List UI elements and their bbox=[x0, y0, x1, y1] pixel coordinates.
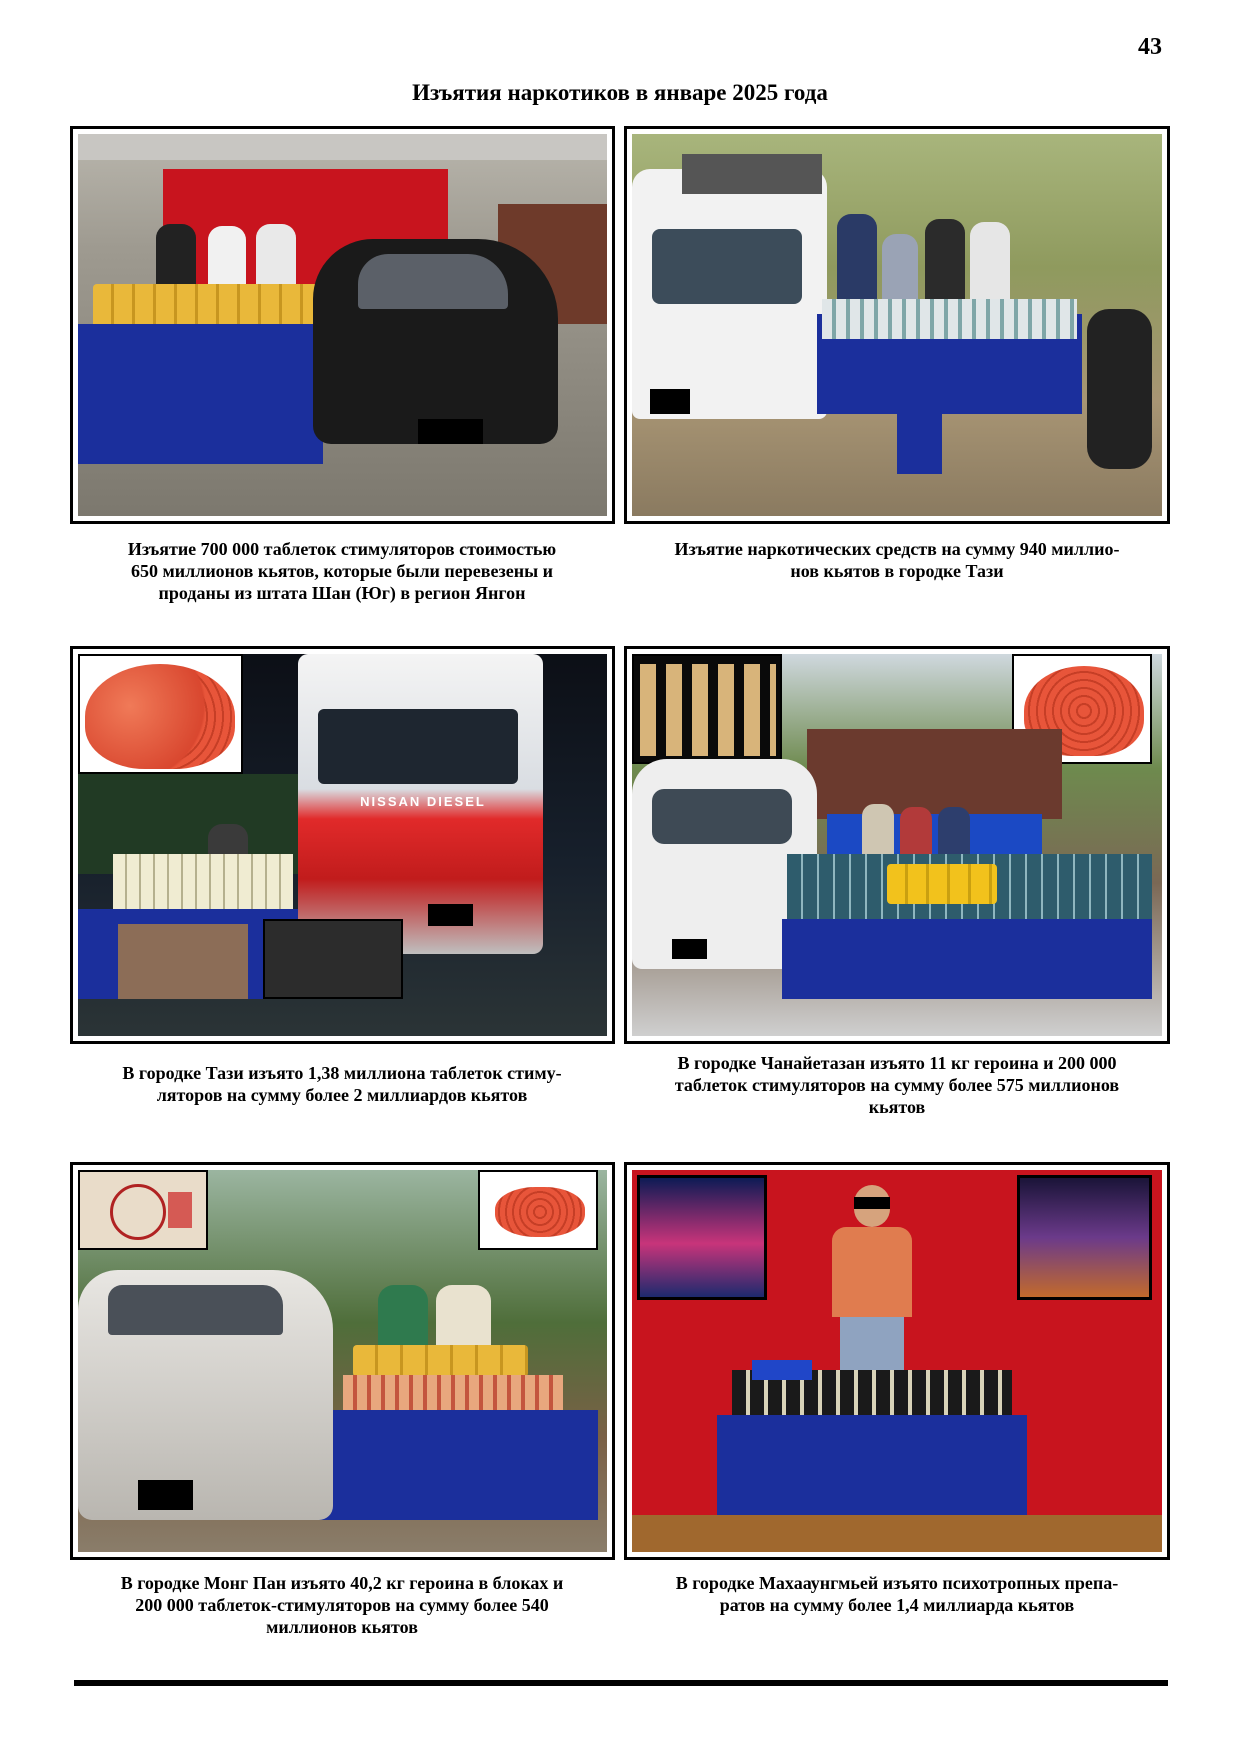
caption-4: В городке Чанайетазан изъято 11 кг героина и 200 000 таблеток стимуляторов на сумму более 575 миллионов кьятов bbox=[674, 1053, 1120, 1117]
orange-tablets-inset bbox=[478, 1170, 598, 1250]
page-title: Изъятия наркотиков в январе 2025 года bbox=[412, 80, 828, 105]
redacted-plate bbox=[650, 389, 690, 414]
poster-right bbox=[1017, 1175, 1152, 1300]
compartment-closeup-inset bbox=[263, 919, 403, 999]
caption-3: В городке Тази изъято 1,38 миллиона таблеток стиму- ляторов на сумму более 2 миллиардов кьятов bbox=[122, 1063, 562, 1105]
tablet-blocks bbox=[93, 284, 318, 329]
heroin-blocks-inset bbox=[632, 654, 782, 764]
bottom-rule bbox=[74, 1680, 1168, 1686]
caption-6: В городке Махааунгмьей изъято психотропных препа- ратов на сумму более 1,4 миллиарда кьятов bbox=[675, 1573, 1119, 1615]
caption-2: Изъятие наркотических средств на сумму 940 миллио- нов кьятов в городке Тази bbox=[674, 539, 1120, 581]
redacted-plate bbox=[672, 939, 707, 959]
hidden-compartment-inset bbox=[118, 924, 248, 999]
photo-5-seizure-mong-pan bbox=[70, 1162, 615, 1560]
photo-4-seizure-chanayethazan bbox=[624, 646, 1170, 1044]
heroin-package-inset bbox=[78, 1170, 208, 1250]
table-blue-cloth bbox=[717, 1415, 1027, 1525]
photo-6-seizure-mahaaungmyay bbox=[624, 1162, 1170, 1560]
poster-left bbox=[637, 1175, 767, 1300]
redacted-plate bbox=[138, 1480, 193, 1510]
suspects bbox=[837, 214, 1007, 299]
photo-2-seizure-tazi bbox=[624, 126, 1170, 524]
redacted-plate bbox=[418, 419, 483, 444]
table-blue-cloth bbox=[782, 919, 1152, 999]
photo-3-seizure-tazi-truck bbox=[70, 646, 615, 1044]
suspects bbox=[156, 214, 296, 284]
orange-tablets-inset bbox=[78, 654, 243, 774]
tablet-packs bbox=[113, 854, 293, 914]
truck-grille-text: NISSAN DIESEL bbox=[360, 794, 486, 809]
table-blue-cloth bbox=[78, 324, 323, 464]
suspects bbox=[862, 804, 972, 859]
motorbike bbox=[1087, 309, 1152, 469]
sealing-machine bbox=[752, 1360, 812, 1380]
heroin-blocks bbox=[887, 864, 997, 904]
suspect bbox=[832, 1185, 912, 1395]
caption-5: В городке Монг Пан изъято 40,2 кг героина в блоках и 200 000 таблеток-стимуляторов на сумму более 540 миллионов кьятов bbox=[120, 1573, 564, 1637]
redacted-plate bbox=[428, 904, 473, 926]
seized-packages bbox=[822, 299, 1077, 339]
heroin-blocks bbox=[353, 1345, 528, 1377]
page-number: 43 bbox=[1138, 34, 1162, 60]
tablet-packs bbox=[343, 1375, 563, 1415]
photo-1-seizure-yangon bbox=[70, 126, 615, 524]
table-blue-cloth bbox=[318, 1410, 598, 1520]
caption-1: Изъятие 700 000 таблеток стимуляторов стоимостью 650 миллионов кьятов, которые были перевезены и проданы из штата Шан (Юг) в регион Янгон bbox=[127, 539, 557, 603]
